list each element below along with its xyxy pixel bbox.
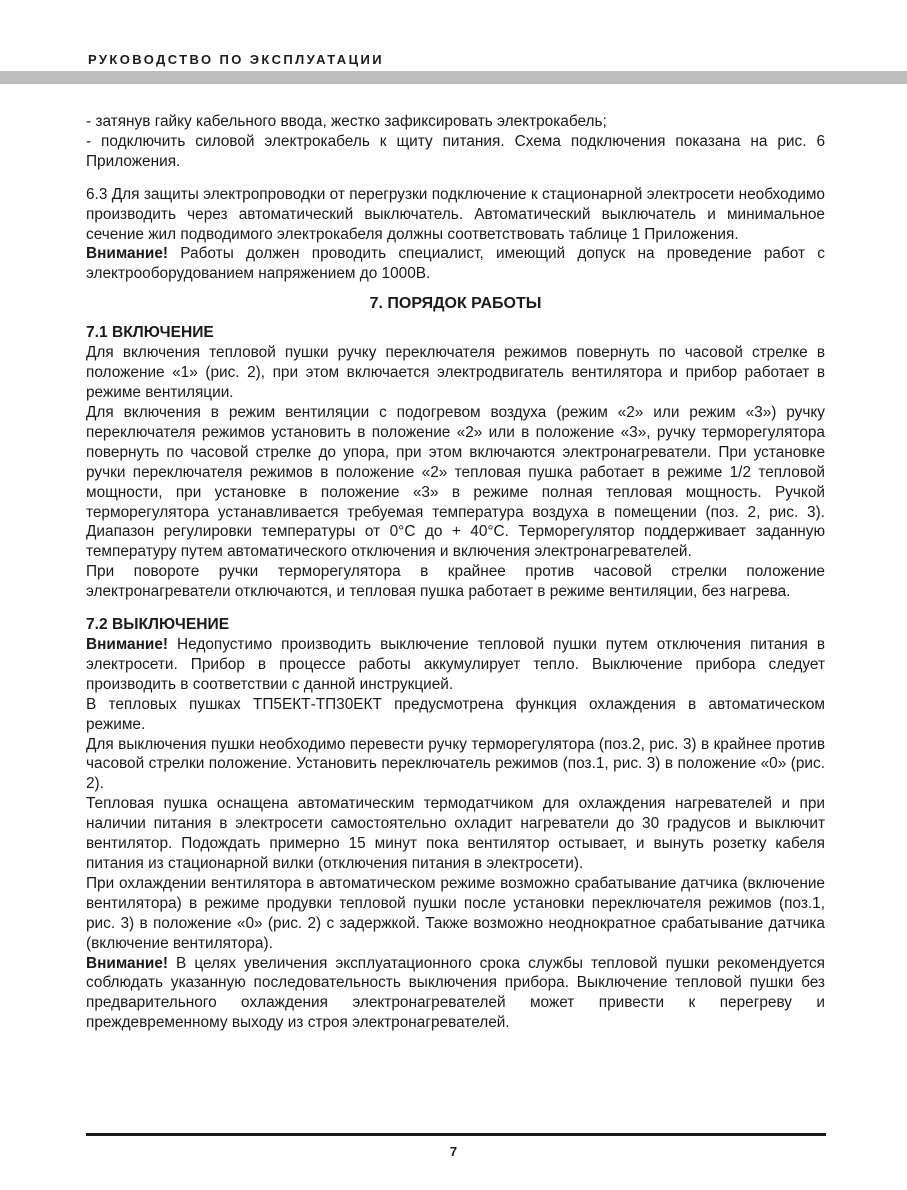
subsection-7-2-paragraph: При охлаждении вентилятора в автоматическом режиме возможно срабатывание датчика (включение вентилятора) в режиме продувки тепловой пушки после установки переключателя режимов (поз.1, рис. 3) в положение «0» (рис. 2) с задержкой. Также возможно неоднократное срабатывание датчика (включение вентилятора). (86, 874, 825, 952)
intro-line-2: - подключить силовой электрокабель к щиту питания. Схема подключения показана на рис. 6 Приложения. (86, 132, 825, 170)
header-bar (0, 71, 907, 84)
section-7-title: 7. ПОРЯДОК РАБОТЫ (369, 295, 542, 313)
page-number: 7 (449, 1144, 458, 1159)
warning-text: Работы должен проводить специалист, имеющий допуск на проведение работ с электрооборудованием напряжением до 1000В. (86, 245, 825, 283)
warning-text: В целях увеличения эксплуатационного срока службы тепловой пушки рекомендуется соблюдать указанную последовательность выключения прибора. Выключение тепловой пушки без предварительного охлаждения электронагревателей может привести к перегреву и преждевременному выходу из строя электронагревателей. (86, 954, 825, 1032)
section-6-3-warning (86, 244, 825, 284)
subsection-7-2-title: 7.2 ВЫКЛЮЧЕНИЕ (86, 616, 230, 634)
footer-rule (86, 1133, 826, 1136)
warning-label: Внимание! (86, 636, 169, 654)
subsection-7-1-paragraph: Для включения в режим вентиляции с подогревом воздуха (режим «2» или режим «3») ручку переключателя режимов установить в положение «2» или в положение «3», ручку терморегулятора повернуть по часовой стрелке до упора, при этом включаются электронагреватели. При установке ручки переключателя режимов в положение «2» тепловая пушка работает в режиме 1/2 тепловой мощности, при установке в положение «3» в режиме полная тепловая мощность. Ручкой терморегулятора устанавливается требуемая температура воздуха в помещении (поз. 2, рис. 3). Диапазон регулировки температуры от 0°С до + 40°С. Терморегулятор поддерживает заданную температуру путем автоматического отключения и включения электронагревателей. (86, 403, 825, 561)
subsection-7-2-warning (86, 954, 825, 1034)
warning-label: Внимание! (86, 954, 169, 972)
subsection-7-1-title: 7.1 ВКЛЮЧЕНИЕ (86, 324, 214, 342)
section-6-3-text: 6.3 Для защиты электропроводки от перегрузки подключение к стационарной электросети необходимо производить через автоматический выключатель. Автоматический выключатель и минимальное сечение жил подводимого электрокабеля должны соответствовать таблице 1 Приложения. (86, 185, 825, 243)
intro-line-1: - затянув гайку кабельного ввода, жестко зафиксировать электрокабель; (86, 113, 607, 130)
warning-label: Внимание! (86, 245, 169, 263)
subsection-7-2-paragraph: Для выключения пушки необходимо перевести ручку терморегулятора (поз.2, рис. 3) в крайнее против часовой стрелки положение. Установить переключатель режимов (поз.1, рис. 3) в положение «0» (рис. 2). (86, 735, 825, 793)
subsection-7-2-paragraph: Тепловая пушка оснащена автоматическим термодатчиком для охлаждения нагревателей и при наличии питания в электросети самостоятельно охладит нагреватели до 30 градусов и выключит вентилятор. Подождать примерно 15 минут пока вентилятор остывает, и вынуть розетку кабеля питания из стационарной вилки (отключения питания в электросети). (86, 795, 825, 872)
page-body (86, 112, 825, 1033)
warning-text: Недопустимо производить выключение тепловой пушки путем отключения питания в электросети. Прибор в процессе работы аккумулирует тепло. Выключение прибора следует производить в соответствии с данной инструкцией. (86, 636, 825, 693)
subsection-7-2-paragraph: В тепловых пушках ТП5ЕКТ-ТП30ЕКТ предусмотрена функция охлаждения в автоматическом режиме. (86, 695, 825, 733)
subsection-7-1-paragraph: Для включения тепловой пушки ручку переключателя режимов повернуть по часовой стрелке в положение «1» (рис. 2), при этом включается электродвигатель вентилятора и прибор работает в режиме вентиляции. (86, 344, 825, 402)
subsection-7-2-warning (86, 635, 825, 695)
subsection-7-1-paragraph: При повороте ручки терморегулятора в крайнее против часовой стрелки положение электронагреватели отключаются, и тепловая пушка работает в режиме вентиляции, без нагрева. (86, 563, 825, 601)
running-header: РУКОВОДСТВО ПО ЭКСПЛУАТАЦИИ (88, 52, 384, 67)
